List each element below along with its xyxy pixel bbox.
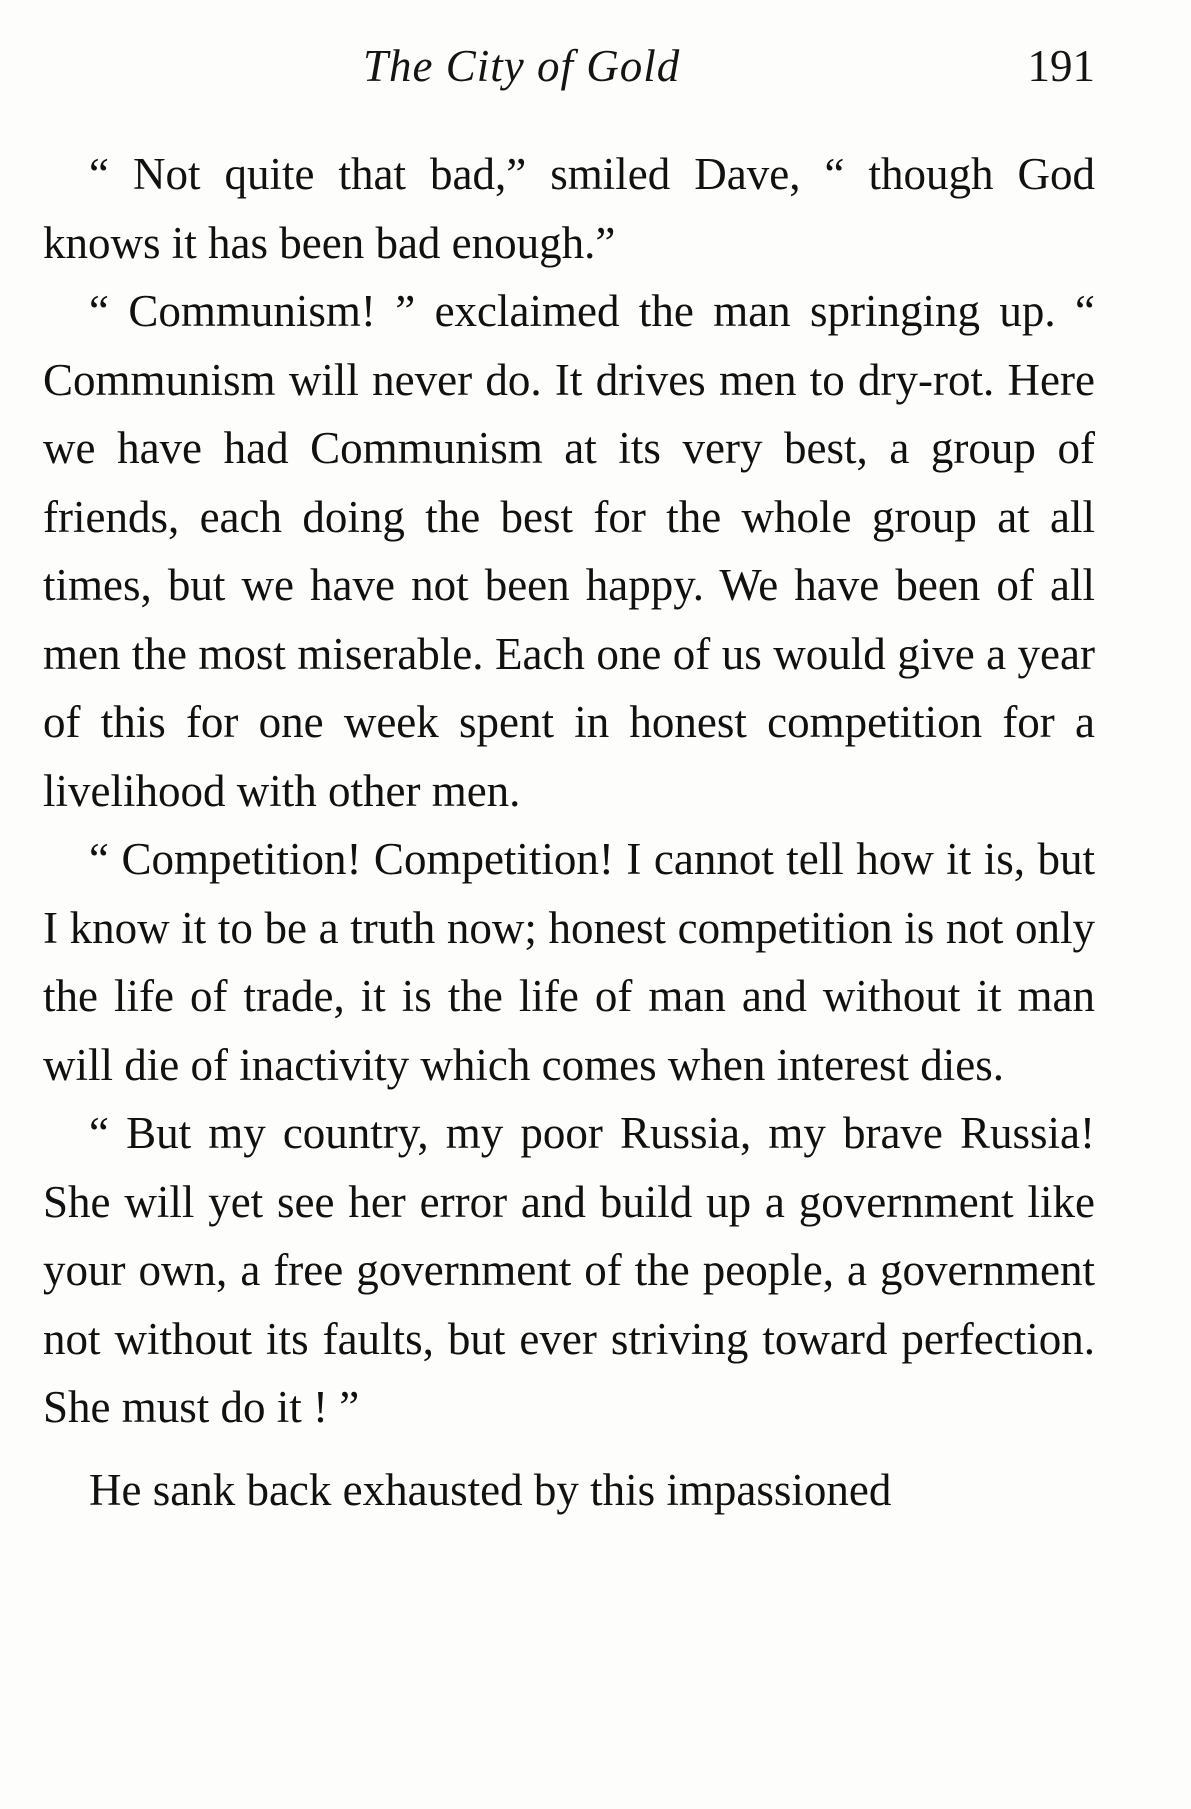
running-title: The City of Gold (363, 41, 681, 91)
paragraph: “ But my country, my poor Russia, my brave Russia! She will yet see her error and build up a government like your own, a free government of the people, a government not without its faults, but ever striving toward perfection. She must do it ! ” (43, 1108, 1095, 1432)
page-number: 191 (1027, 41, 1095, 91)
paragraph: “ Communism! ” exclaimed the man springing up. “ Communism will never do. It drives men to dry-rot. Here we have had Communism at its very best, a group of friends, each doing the best for the whole group at all times, but we have not been happy. We have been of all men the most miserable. Each one of us would give a year of this for one week spent in honest competition for a livelihood with other men. (43, 286, 1095, 816)
running-head (43, 40, 1095, 110)
body-text (43, 140, 1095, 1524)
paragraph: “ Competition! Competition! I cannot tell how it is, but I know it to be a truth now; honest competition is not only the life of trade, it is the life of man and without it man will die of inactivity which comes when interest dies. (43, 834, 1095, 1090)
paragraph: “ Not quite that bad,” smiled Dave, “ though God knows it has been bad enough.” (43, 149, 1095, 268)
paragraph: He sank back exhausted by this impassioned (89, 1464, 892, 1515)
